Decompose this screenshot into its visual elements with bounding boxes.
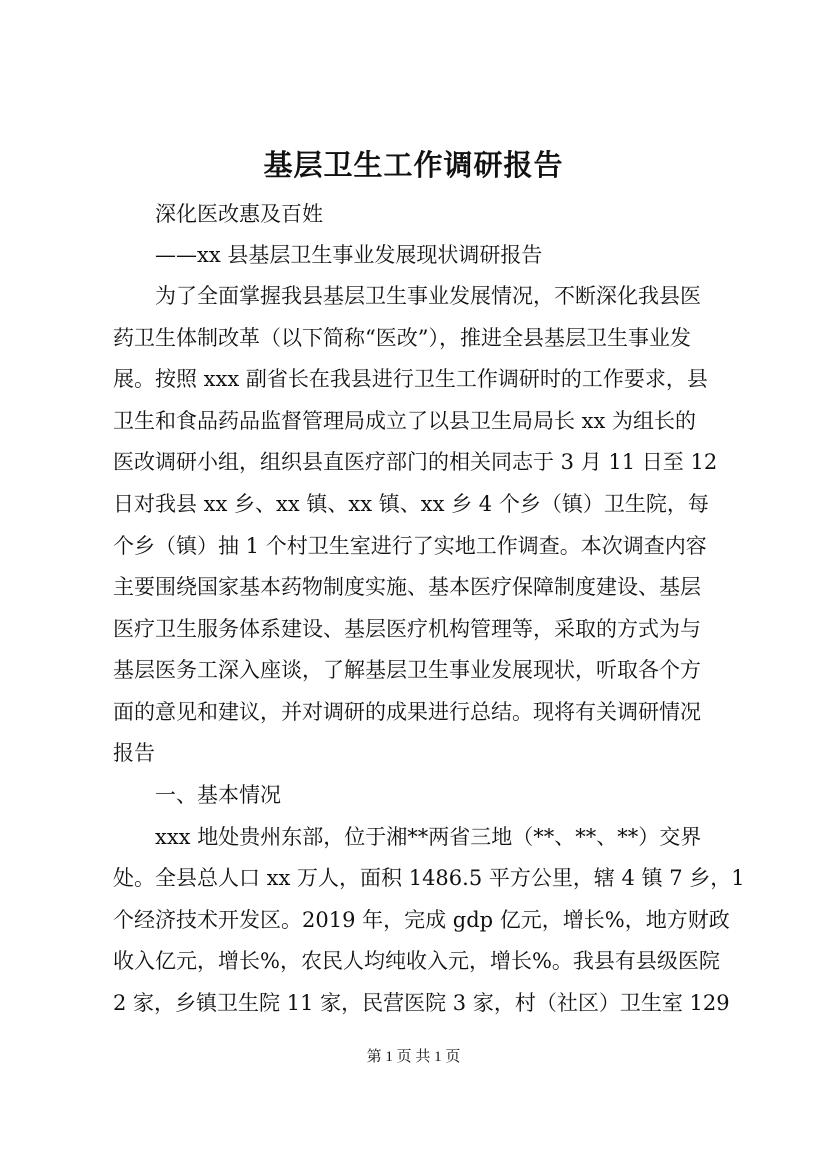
paragraph-line: 面的意见和建议，并对调研的成果进行总结。现将有关调研情况 [113, 700, 701, 724]
section-heading: 一、基本情况 [155, 783, 281, 807]
paragraph-line: 基层医务工深入座谈，了解基层卫生事业发展现状，听取各个方 [113, 658, 701, 682]
paragraph-line: 个经济技术开发区。2019 年，完成 gdp 亿元，增长%，地方财政 [113, 908, 730, 932]
paragraph-line: 卫生和食品药品监督管理局成立了以县卫生局局长 xx 为组长的 [113, 409, 697, 433]
paragraph-line: 报告 [113, 741, 155, 765]
paragraph-line: 展。按照 xxx 副省长在我县进行卫生工作调研时的工作要求，县 [113, 367, 708, 391]
subtitle: 深化医改惠及百姓 [155, 202, 323, 226]
paragraph-line: 主要围绕国家基本药物制度实施、基本医疗保障制度建设、基层 [113, 575, 701, 599]
paragraph-line: 个乡（镇）抽 1 个村卫生室进行了实地工作调查。本次调查内容 [113, 534, 707, 558]
paragraph-line: xxx 地处贵州东部，位于湘**两省三地（**、**、**）交界 [155, 825, 702, 849]
document-title: 基层卫生工作调研报告 [263, 148, 564, 182]
paragraph-line: 药卫生体制改革（以下简称“医改”），推进全县基层卫生事业发 [113, 326, 691, 350]
subtitle-secondary: ——xx 县基层卫生事业发展现状调研报告 [155, 243, 543, 267]
paragraph-line: 为了全面掌握我县基层卫生事业发展情况，不断深化我县医 [155, 284, 701, 308]
paragraph-line: 收入亿元，增长%，农民人均纯收入元，增长%。我县有县级医院 [113, 949, 720, 973]
paragraph-line: 医改调研小组，组织县直医疗部门的相关同志于 3 月 11 日至 12 [113, 450, 718, 474]
paragraph-line: 日对我县 xx 乡、xx 镇、xx 镇、xx 乡 4 个乡（镇）卫生院，每 [113, 492, 709, 516]
paragraph-line: 2 家，乡镇卫生院 11 家，民营医院 3 家，村（社区）卫生室 129 [113, 991, 730, 1015]
paragraph-line: 处。全县总人口 xx 万人，面积 1486.5 平方公里，辖 4 镇 7 乡，1 [113, 866, 745, 890]
page-footer: 第 1 页 共 1 页 [366, 1049, 461, 1065]
paragraph-line: 医疗卫生服务体系建设、基层医疗机构管理等，采取的方式为与 [113, 617, 701, 641]
